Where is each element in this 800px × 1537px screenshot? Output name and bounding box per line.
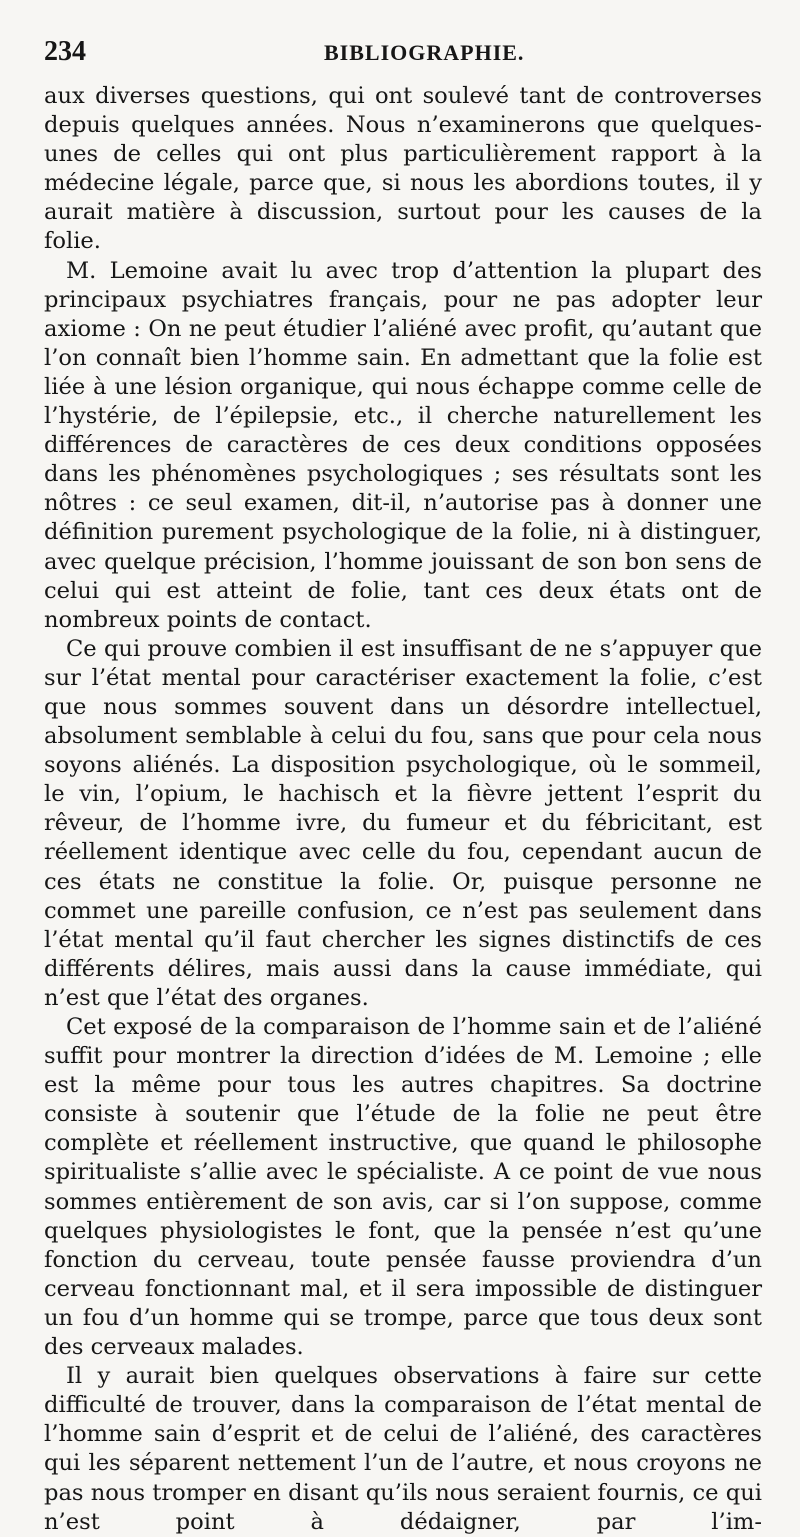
paragraph: aux diverses questions, qui ont soulevé tant de controverses depuis quelques années. Nous n’examinerons que quelques-unes de celles qui ont plus particulièrement rapport à la médecine légale, parce que, si nous les abordions toutes, il y aurait matière à discussion, surtout pour les causes de la folie. xyxy=(44,83,762,255)
paragraph: Ce qui prouve combien il est insuffisant de ne s’appuyer que sur l’état mental pour caractériser exactement la folie, c’est que nous sommes souvent dans un désordre intellectuel, absolument semblable à celui du fou, sans que pour cela nous soyons aliénés. La disposition psychologique, où le sommeil, le vin, l’opium, le hachisch et la fièvre jettent l’esprit du rêveur, de l’homme ivre, du fumeur et du fébricitant, est réellement identique avec celle du fou, cependant aucun de ces états ne constitue la folie. Or, puisque personne ne commet une pareille confusion, ce n’est pas seulement dans l’état mental qu’il faut chercher les signes distinctifs de ces différents délires, mais aussi dans la cause immédiate, qui n’est que l’état des organes. xyxy=(44,635,762,1011)
page-number: 234 xyxy=(44,36,86,67)
paragraph: Il y aurait bien quelques observations à faire sur cette difficulté de trouver, dans la comparaison de l’état mental de l’homme sain d’esprit et de celui de l’aliéné, des caractères qui les séparent nettement l’un de l’autre, et nous croyons ne pas nous tromper en disant qu’ils nous seraient fournis, ce qui n’est point à dédaigner, par l’im- xyxy=(44,1363,762,1535)
paragraph: Cet exposé de la comparaison de l’homme sain et de l’aliéné suffit pour montrer la direction d’idées de M. Lemoine ; elle est la même pour tous les autres chapitres. Sa doctrine consiste à soutenir que l’étude de la folie ne peut être complète et réellement instructive, que quand le philosophe spiritualiste s’allie avec le spécialiste. A ce point de vue nous sommes entièrement de son avis, car si l’on suppose, comme quelques physiologistes le font, que la pensée n’est qu’une fonction du cerveau, toute pensée fausse proviendra d’un cerveau fonctionnant mal, et il sera impossible de distinguer un fou d’un homme qui se trompe, parce que tous deux sont des cerveaux malades. xyxy=(44,1014,762,1361)
running-title: BIBLIOGRAPHIE. xyxy=(324,40,525,65)
paragraph: M. Lemoine avait lu avec trop d’attention la plupart des principaux psychiatres français, pour ne pas adopter leur axiome : On ne peut étudier l’aliéné avec profit, qu’autant que l’on connaît bien l’homme sain. En admettant que la folie est liée à une lésion organique, qui nous échappe comme celle de l’hystérie, de l’épilepsie, etc., il cherche naturellement les différences de caractères de ces deux conditions opposées dans les phénomènes psychologiques ; ses résultats sont les nôtres : ce seul examen, dit-il, n’autorise pas à donner une définition purement psychologique de la folie, ni à distinguer, avec quelque précision, l’homme jouissant de son bon sens de celui qui est atteint de folie, tant ces deux états ont de nombreux points de contact. xyxy=(44,257,762,633)
page-body xyxy=(44,82,762,1537)
page-header xyxy=(44,36,762,76)
